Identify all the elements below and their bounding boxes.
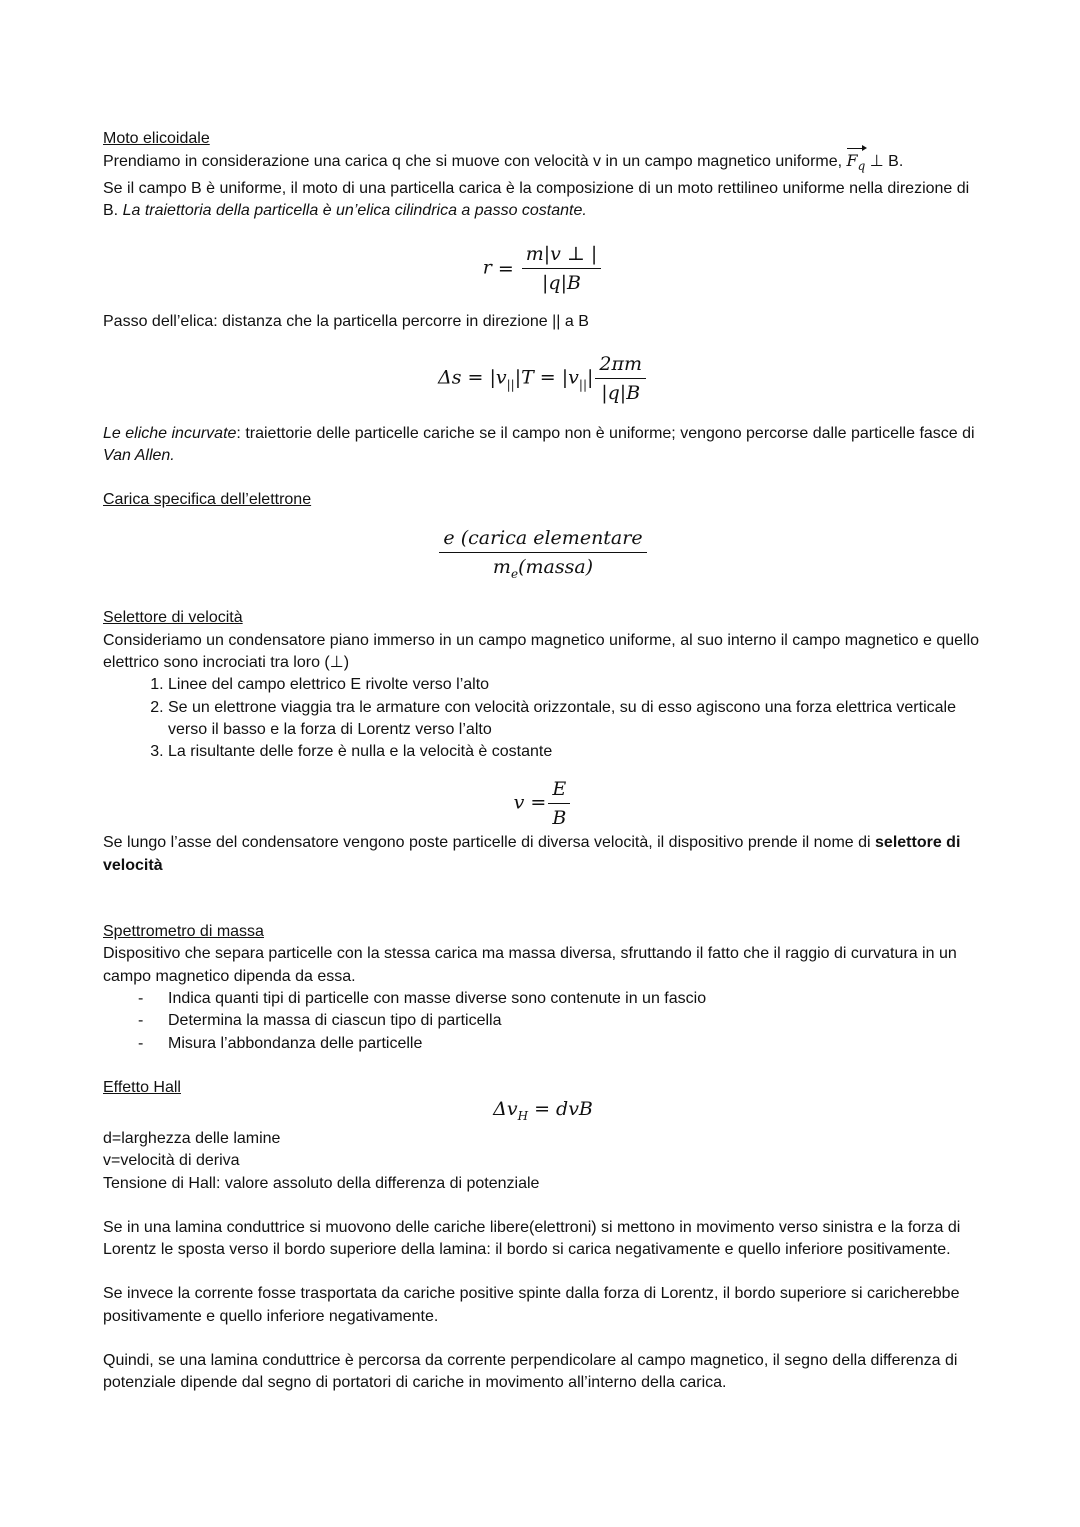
formula-specific-charge [103, 526, 983, 586]
paragraph-curved-helices: Le eliche incurvate: traiettorie delle particelle cariche se il campo non è uniforme; vengono percorse dalle particelle fasce di Van Allen. [103, 424, 975, 464]
formula-velocity: v = $\frac{E}{B}$ [103, 777, 983, 830]
definition-hall-voltage: Tensione di Hall: valore assoluto della differenza di potenziale [103, 1174, 540, 1192]
paragraph-hall-electrons: Se in una lamina conduttrice si muovono delle cariche libere(elettroni) si mettono in movimento verso sinistra e la forza di Lorentz le sposta verso il bordo superiore della lamina: il bordo si carica negativamente e quello inferiore positivamente. [103, 1218, 961, 1259]
list-item: - Misura l’abbondanza delle particelle [168, 1033, 983, 1055]
list-item: 1. Linee del campo elettrico E rivolte verso l’alto [168, 674, 983, 696]
heading-effetto-hall: Effetto Hall [103, 1078, 181, 1096]
fraction-radius: $\frac{m|v \perp |}{|q|B}$ [522, 242, 602, 295]
list-item: 3. La risultante delle forze è nulla e la velocità è costante [168, 741, 983, 763]
paragraph-selettore-def: Se lungo l’asse del condensatore vengono poste particelle di diversa velocità, il dispositivo prende il nome di selettore di velocità [103, 834, 961, 874]
formula-hall: $\Delta v_H$ = dvB [493, 1098, 593, 1123]
heading-spettrometro: Spettrometro di massa [103, 923, 264, 941]
heading-carica-specifica: Carica specifica dell’elettrone [103, 491, 312, 509]
list-item: 2. Se un elettrone viaggia tra le armature con velocità orizzontale, su di esso agiscono una forza elettrica verticale verso il basso e la forza di Lorentz verso l’alto [168, 697, 983, 742]
heading-moto-elicoidale: Moto elicoidale [103, 130, 210, 147]
paragraph-hall-positive: Se invece la corrente fosse trasportata da cariche positive spinte dalla forza di Lorentz, il bordo superiore si caricherebbe positivamente e quello inferiore negativamente. [103, 1285, 960, 1325]
heading-selettore: Selettore di velocità [103, 609, 243, 627]
formula-radius: r = $\frac{m|v \perp |}{|q|B}$ [103, 242, 983, 295]
fraction-specific-charge: $\frac{\text{e (carica elementare}}{m_e(massa)}$ [439, 526, 646, 586]
document-page [103, 128, 983, 1395]
list-spettrometro [103, 988, 983, 1055]
list-item: - Indica quanti tipi di particelle con masse diverse sono contenute in un fascio [168, 988, 983, 1010]
force-vector-symbol: $F_q$ [847, 150, 866, 177]
definition-d: d=larghezza delle lamine [103, 1129, 281, 1147]
paragraph-condensatore: Consideriamo un condensatore piano immerso in un campo magnetico uniforme, al suo interno il campo magnetico e quello elettrico sono incrociati tra loro (⊥) [103, 631, 980, 671]
paragraph-intro: Prendiamo in considerazione una carica q che si muove con velocità v in un campo magnetico uniforme, $F_q$ ⊥ B. [103, 150, 983, 177]
fraction-period: $\frac{2\pi m}{|q|B}$ [595, 352, 646, 405]
paragraph-uniform-field: Se il campo B è uniforme, il moto di una particella carica è la composizione di un moto rettilineo uniforme nella direzione di B. La traiettoria della particella è un’elica cilindrica a passo costante. [103, 179, 970, 220]
fraction-e-over-b: $\frac{E}{B}$ [548, 777, 570, 830]
paragraph-hall-conclusion: Quindi, se una lamina conduttrice è percorsa da corrente perpendicolare al campo magnetico, il segno della differenza di potenziale dipende dal segno di portatori di cariche in movimento all’interno della carica. [103, 1351, 958, 1392]
definition-v: v=velocità di deriva [103, 1152, 240, 1170]
list-item: - Determina la massa di ciascun tipo di particella [168, 1010, 983, 1032]
paragraph-pitch: Passo dell’elica: distanza che la particella percorre in direzione || a B [103, 313, 589, 331]
formula-pitch: $\Delta s = |v_{||}|T = |v_{||}|$ $\frac{2\pi m}{|q|B}$ [103, 352, 983, 405]
list-selettore [103, 674, 983, 763]
paragraph-spettrometro: Dispositivo che separa particelle con la stessa carica ma massa diversa, sfruttando il fatto che il raggio di curvatura in un campo magnetico dipenda da essa. [103, 945, 957, 985]
